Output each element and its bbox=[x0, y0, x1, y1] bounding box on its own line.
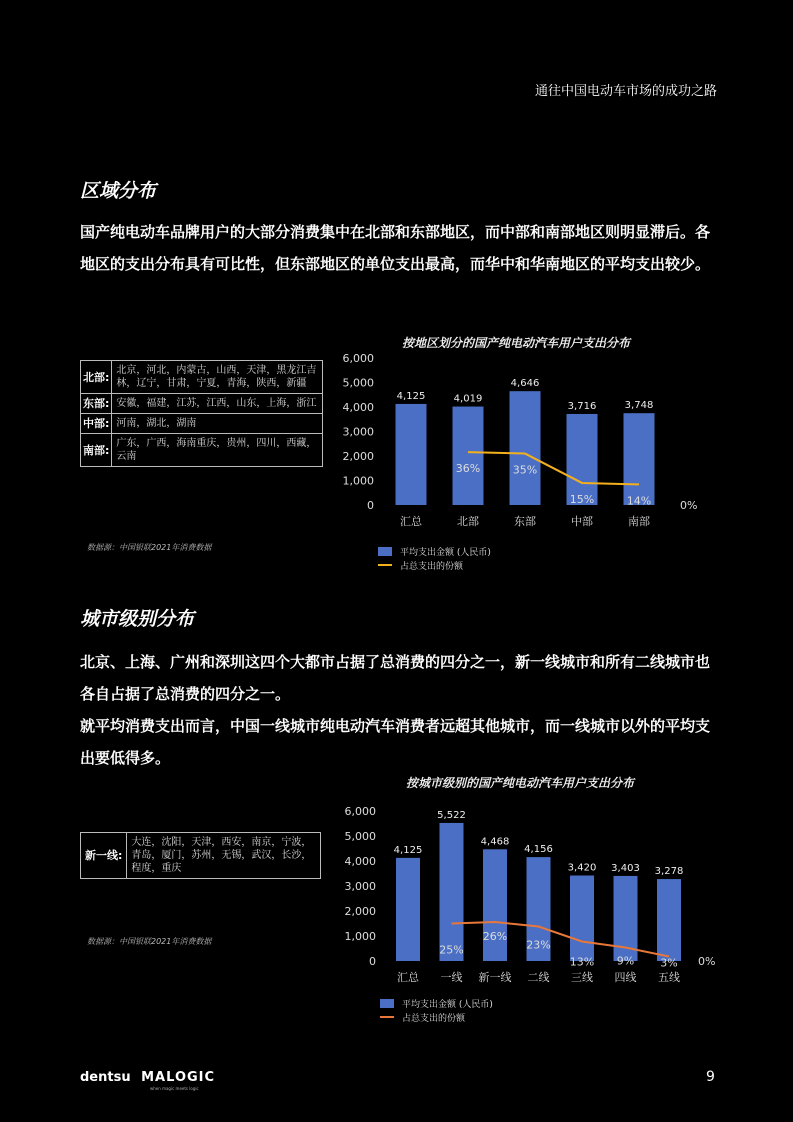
bar-value-label: 3,716 bbox=[567, 400, 597, 412]
x-tick-label: 一线 bbox=[440, 971, 463, 984]
x-tick-label: 中部 bbox=[571, 515, 593, 528]
section2-paragraph-1: 北京、上海、广州和深圳这四个大都市占据了总消费的四分之一，新一线城市和所有二线城市也各自占据了总消费的四分之一。 bbox=[80, 653, 711, 703]
bar bbox=[453, 407, 484, 505]
tier-cities-new-first: 大连，沈阳，天津，西安，南京，宁波，青岛，厦门，苏州，无锡，武汉，长沙，程度，重庆 bbox=[127, 833, 321, 879]
bar-value-label: 3,748 bbox=[624, 400, 654, 412]
table-row bbox=[81, 833, 321, 879]
legend-label-bar: 平均支出金额 (人民币) bbox=[402, 1000, 493, 1010]
y-tick-label: 5,000 bbox=[342, 376, 374, 390]
bar-value-label: 4,468 bbox=[480, 836, 510, 848]
legend-swatch-bar bbox=[378, 547, 392, 556]
x-tick-label: 汇总 bbox=[400, 515, 422, 528]
bar-value-label: 4,125 bbox=[396, 390, 426, 402]
y-tick-label: 0 bbox=[369, 955, 376, 968]
section-title-city-tier: 城市级别分布 bbox=[80, 608, 195, 630]
line-value-label: 36% bbox=[455, 462, 481, 476]
malogic-tagline: when magic meets logic bbox=[150, 1086, 199, 1091]
footer-logos bbox=[80, 1070, 216, 1091]
y-tick-label: 2,000 bbox=[342, 450, 374, 463]
y-tick-label: 3,000 bbox=[344, 880, 376, 893]
y-tick-label: 3,000 bbox=[342, 425, 374, 439]
line-value-label: 13% bbox=[569, 955, 595, 969]
legend-swatch-bar bbox=[380, 999, 394, 1008]
section2-paragraph-2: 就平均消费支出而言，中国一线城市纯电动汽车消费者远超其他城市，而一线城市以外的平均支出要低得多。 bbox=[80, 717, 711, 767]
bar-value-label: 4,125 bbox=[393, 844, 423, 856]
x-tick-label: 南部 bbox=[628, 515, 650, 528]
bar-value-label: 4,019 bbox=[453, 393, 483, 405]
legend-label-line: 占总支出的份额 bbox=[402, 1014, 466, 1024]
x-tick-label: 五线 bbox=[658, 971, 680, 984]
region-key-east: 东部: bbox=[81, 394, 112, 414]
bar bbox=[440, 823, 464, 961]
line-value-label: 26% bbox=[482, 930, 508, 943]
x-tick-label: 新一线 bbox=[478, 971, 512, 984]
header-title: 通往中国电动车市场的成功之路 bbox=[534, 84, 717, 99]
bar-value-label: 3,278 bbox=[654, 866, 684, 878]
y-tick-label: 6,000 bbox=[344, 805, 376, 818]
y-tick-label: 4,000 bbox=[342, 401, 374, 414]
region-table bbox=[80, 360, 323, 467]
chart-region-spending bbox=[330, 345, 710, 580]
legend-label-bar: 平均支出金额 (人民币) bbox=[400, 548, 491, 558]
chart1-title: 按地区划分的国产纯电动汽车用户支出分布 bbox=[402, 336, 631, 350]
region-key-north: 北部: bbox=[81, 361, 112, 394]
y2-tick-label: 0% bbox=[698, 955, 716, 968]
region-provinces-north: 北京，河北，内蒙古，山西，天津，黑龙江吉林，辽宁，甘肃，宁夏，青海，陕西，新疆 bbox=[112, 361, 323, 394]
bar-value-label: 3,403 bbox=[611, 862, 640, 874]
y-tick-label: 0 bbox=[367, 499, 374, 512]
line-value-label: 25% bbox=[439, 943, 464, 957]
chart2-title: 按城市级别的国产纯电动汽车用户支出分布 bbox=[406, 776, 635, 790]
line-value-label: 14% bbox=[626, 494, 652, 508]
y-tick-label: 6,000 bbox=[342, 352, 374, 365]
chart-city-tier-spending bbox=[330, 795, 720, 1035]
bar-value-label: 4,646 bbox=[510, 378, 540, 390]
x-tick-label: 三线 bbox=[571, 971, 593, 984]
city-tier-table bbox=[80, 832, 321, 879]
bar bbox=[570, 876, 594, 962]
table-row bbox=[81, 434, 323, 467]
y-tick-label: 2,000 bbox=[344, 905, 376, 918]
x-tick-label: 北部 bbox=[457, 515, 479, 528]
line-value-label: 35% bbox=[512, 463, 538, 477]
section1-paragraph bbox=[80, 216, 720, 280]
region-key-central: 中部: bbox=[81, 414, 112, 434]
malogic-logo: MALOGIC bbox=[141, 1070, 216, 1085]
region-provinces-south: 广东，广西，海南重庆，贵州，四川，西藏，云南 bbox=[112, 434, 323, 467]
bar-value-label: 5,522 bbox=[437, 809, 466, 821]
bar bbox=[657, 879, 681, 961]
table-row bbox=[81, 414, 323, 434]
bar bbox=[396, 858, 420, 961]
legend-label-line: 占总支出的份额 bbox=[400, 562, 464, 572]
region-provinces-east: 安徽，福建，江苏，江西，山东，上海，浙江 bbox=[112, 394, 323, 414]
section1-paragraph-1: 国产纯电动车品牌用户的大部分消费集中在北部和东部地区，而中部和南部地区则明显滞后。各地区的支出分布具有可比性，但东部地区的单位支出最高，而华中和华南地区的平均支出较少。 bbox=[80, 223, 711, 273]
y-tick-label: 1,000 bbox=[342, 474, 374, 488]
region-provinces-central: 河南，湖北，湖南 bbox=[112, 414, 323, 434]
x-tick-label: 四线 bbox=[614, 971, 637, 984]
y-tick-label: 5,000 bbox=[344, 830, 376, 843]
bar bbox=[624, 413, 655, 508]
y-tick-label: 4,000 bbox=[344, 855, 376, 868]
table-row bbox=[81, 394, 323, 414]
bar bbox=[510, 391, 541, 505]
y-tick-label: 1,000 bbox=[344, 930, 376, 943]
section-title-region: 区域分布 bbox=[80, 180, 157, 202]
bar bbox=[567, 414, 598, 505]
x-tick-label: 二线 bbox=[527, 971, 550, 984]
dentsu-logo: dentsu bbox=[80, 1070, 131, 1085]
source-note-1: 数据源：中国银联2021年消费数据 bbox=[87, 543, 212, 552]
line-value-label: 15% bbox=[569, 492, 595, 506]
x-tick-label: 汇总 bbox=[397, 971, 419, 984]
x-tick-label: 东部 bbox=[514, 515, 536, 528]
tier-key-new-first: 新一线: bbox=[81, 833, 127, 879]
y2-tick-label: 0% bbox=[680, 499, 698, 512]
bar bbox=[396, 404, 427, 505]
line-value-label: 23% bbox=[526, 938, 551, 952]
line-value-label: 3% bbox=[660, 956, 678, 970]
share-line bbox=[468, 452, 639, 484]
page-number: 9 bbox=[706, 1069, 715, 1085]
source-note-2: 数据源：中国银联2021年消费数据 bbox=[87, 937, 212, 946]
section2-paragraphs bbox=[80, 646, 720, 774]
bar-value-label: 3,420 bbox=[567, 862, 597, 874]
table-row bbox=[81, 361, 323, 394]
region-key-south: 南部: bbox=[81, 434, 112, 467]
line-value-label: 9% bbox=[616, 954, 635, 968]
bar-value-label: 4,156 bbox=[524, 844, 553, 856]
bar bbox=[483, 849, 507, 961]
